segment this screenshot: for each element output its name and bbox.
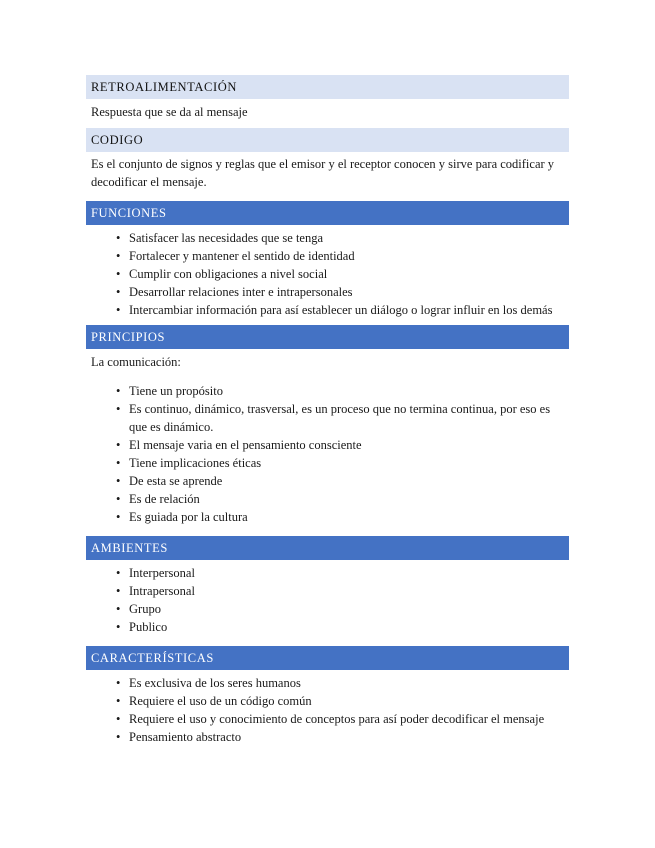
list-item-text: Intrapersonal: [129, 584, 195, 598]
list-item-text: El mensaje varia en el pensamiento consciente: [129, 438, 362, 452]
list-item-text: Tiene implicaciones éticas: [129, 456, 262, 470]
list-item-text: Publico: [129, 620, 168, 634]
bullet-icon: •: [116, 303, 121, 317]
list-item-text: Interpersonal: [129, 566, 195, 580]
bullet-icon: •: [116, 694, 121, 708]
list-item: [86, 692, 569, 710]
bullet-icon: •: [116, 249, 121, 263]
ambientes-list: [86, 564, 569, 636]
bullet-icon: •: [116, 730, 121, 744]
document-content: [86, 75, 569, 746]
list-item: [86, 265, 569, 283]
section-heading-caracteristicas: CARACTERÍSTICAS: [86, 646, 569, 670]
list-item-text: Es exclusiva de los seres humanos: [129, 676, 301, 690]
list-item: [86, 454, 569, 472]
list-item: [86, 400, 569, 436]
list-item-text: Tiene un propósito: [129, 384, 223, 398]
bullet-icon: •: [116, 492, 121, 506]
list-item: [86, 710, 569, 728]
list-item-text: Es de relación: [129, 492, 200, 506]
bullet-icon: •: [116, 384, 121, 398]
list-item-text: Pensamiento abstracto: [129, 730, 242, 744]
retroalimentacion-text: Respuesta que se da al mensaje: [91, 105, 248, 119]
list-item-text: Es continuo, dinámico, trasversal, es un proceso que no termina continua, por eso es que es dinámico.: [129, 402, 551, 434]
list-item: [86, 490, 569, 508]
list-item: [86, 674, 569, 692]
list-item: [86, 436, 569, 454]
bullet-icon: •: [116, 584, 121, 598]
list-item: [86, 382, 569, 400]
section-heading-principios: PRINCIPIOS: [86, 325, 569, 349]
list-item-text: Fortalecer y mantener el sentido de identidad: [129, 249, 355, 263]
bullet-icon: •: [116, 602, 121, 616]
bullet-icon: •: [116, 267, 121, 281]
list-item-text: Grupo: [129, 602, 161, 616]
bullet-icon: •: [116, 402, 121, 416]
list-item: [86, 229, 569, 247]
section-heading-funciones: FUNCIONES: [86, 201, 569, 225]
list-item: [86, 728, 569, 746]
bullet-icon: •: [116, 712, 121, 726]
list-item: [86, 564, 569, 582]
list-item-text: Cumplir con obligaciones a nivel social: [129, 267, 328, 281]
section-heading-ambientes: AMBIENTES: [86, 536, 569, 560]
list-item-text: Desarrollar relaciones inter e intrapersonales: [129, 285, 353, 299]
section-heading-retroalimentacion: RETROALIMENTACIÓN: [86, 75, 569, 99]
list-item-text: Es guiada por la cultura: [129, 510, 248, 524]
list-item-text: Requiere el uso de un código común: [129, 694, 312, 708]
principios-list: [86, 382, 569, 526]
bullet-icon: •: [116, 676, 121, 690]
bullet-icon: •: [116, 510, 121, 524]
list-item: [86, 582, 569, 600]
list-item: [86, 472, 569, 490]
list-item-text: De esta se aprende: [129, 474, 223, 488]
list-item-text: Satisfacer las necesidades que se tenga: [129, 231, 324, 245]
list-item-text: Requiere el uso y conocimiento de conceptos para así poder decodificar el mensaje: [129, 712, 545, 726]
bullet-icon: •: [116, 456, 121, 470]
bullet-icon: •: [116, 566, 121, 580]
bullet-icon: •: [116, 231, 121, 245]
list-item: [86, 618, 569, 636]
list-item: [86, 247, 569, 265]
bullet-icon: •: [116, 474, 121, 488]
codigo-text: Es el conjunto de signos y reglas que el emisor y el receptor conocen y sirve para codificar y decodificar el mensaje.: [91, 157, 555, 189]
principios-intro: La comunicación:: [91, 355, 181, 369]
bullet-icon: •: [116, 620, 121, 634]
list-item: [86, 508, 569, 526]
bullet-icon: •: [116, 285, 121, 299]
bullet-icon: •: [116, 438, 121, 452]
section-heading-codigo: CODIGO: [86, 128, 569, 152]
list-item-text: Intercambiar información para así establecer un diálogo o lograr influir en los demás: [129, 303, 553, 317]
list-item: [86, 283, 569, 301]
list-item: [86, 600, 569, 618]
list-item: [86, 301, 569, 319]
caracteristicas-list: [86, 674, 569, 746]
funciones-list: [86, 229, 569, 319]
